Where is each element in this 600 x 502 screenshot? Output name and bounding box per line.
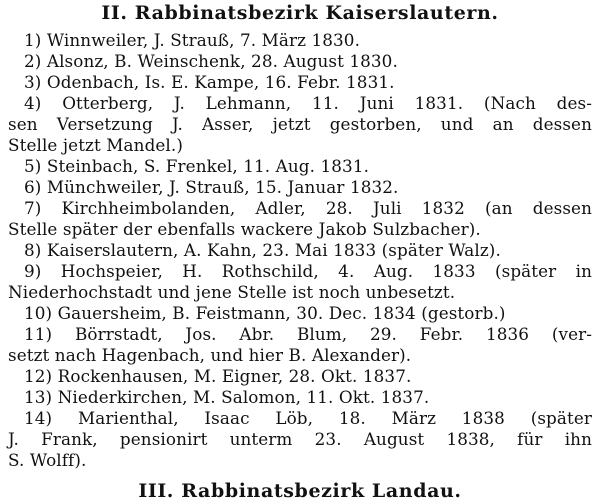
section-heading: II. Rabbinatsbezirk Kaiserslautern. (101, 2, 499, 24)
entry-line-15: 11) Börrstadt, Jos. Abr. Blum, 29. Febr. 1836 (ver- (24, 324, 592, 344)
entry-line-12: 9) Hochspeier, H. Rothschild, 4. Aug. 1833 (später in (24, 261, 592, 281)
entry-line-18: 13) Niederkirchen, M. Salomon, 11. Okt. 1837. (24, 387, 430, 407)
entry-line-3: 3) Odenbach, Is. E. Kampe, 16. Febr. 1831. (24, 72, 395, 92)
entry-line-9: 7) Kirchheimbolanden, Adler, 28. Juli 1832 (an dessen (24, 198, 592, 218)
entry-line-20: J. Frank, pensionirt unterm 23. August 1838, für ihn (8, 429, 592, 449)
entry-line-11: 8) Kaiserslautern, A. Kahn, 23. Mai 1833 (später Walz). (24, 240, 501, 260)
next-section-heading: III. Rabbinatsbezirk Landau. (138, 480, 462, 502)
entry-line-5: sen Versetzung J. Asser, jetzt gestorben, und an dessen (8, 114, 592, 134)
entry-line-16: setzt nach Hagenbach, und hier B. Alexander). (8, 345, 412, 365)
entry-line-1: 1) Winnweiler, J. Strauß, 7. März 1830. (24, 30, 361, 50)
entry-line-6: Stelle jetzt Mandel.) (8, 135, 183, 155)
entry-line-17: 12) Rockenhausen, M. Eigner, 28. Okt. 1837. (24, 366, 412, 386)
entry-line-4: 4) Otterberg, J. Lehmann, 11. Juni 1831. (Nach des- (24, 93, 592, 113)
entry-line-7: 5) Steinbach, S. Frenkel, 11. Aug. 1831. (24, 156, 370, 176)
entry-line-10: Stelle später der ebenfalls wackere Jakob Sulzbacher). (8, 219, 481, 239)
entry-line-2: 2) Alsonz, B. Weinschenk, 28. August 1830. (24, 51, 398, 71)
entry-line-8: 6) Münchweiler, J. Strauß, 15. Januar 1832. (24, 177, 399, 197)
entry-line-21: S. Wolff). (8, 450, 87, 470)
entry-line-19: 14) Marienthal, Isaac Löb, 18. März 1838 (später (24, 408, 592, 428)
entry-line-13: Niederhochstadt und jene Stelle ist noch unbesetzt. (8, 282, 456, 302)
entry-line-14: 10) Gauersheim, B. Feistmann, 30. Dec. 1834 (gestorb.) (24, 303, 506, 323)
